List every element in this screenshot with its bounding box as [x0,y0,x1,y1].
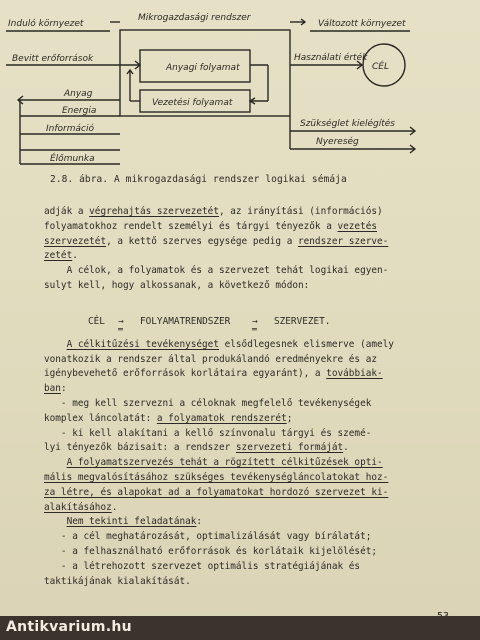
watermark-text: Antikvarium.hu [6,619,132,635]
formula-eq-2: ═ [252,325,257,334]
text-line: Nem tekinti feladatának: [66,516,203,528]
system-diagram [0,0,480,175]
text-line: A célkitűzési tevékenységet elsődlegesnek elismerve (amely [66,338,394,350]
left-output-3: Élőmunka [50,154,95,164]
text-line: lyi tényezők bázisait: a rendszer szervezeti formáját. [44,442,349,454]
left-header: Induló környezet [8,19,84,29]
figure-caption: 2.8. ábra. A mikrogazdasági rendszer logikai sémája [50,174,347,185]
logical-formula [60,312,400,340]
right-output-0: Szükséglet kielégítés [300,119,395,129]
text-line: A folyamatszervezés tehát a rögzített célkitűzések opti- [66,457,383,469]
left-output-1: Energia [62,106,97,116]
center-header: Mikrogazdasági rendszer [138,13,251,23]
text-line: taktikájának kialakítását. [44,575,191,587]
text-line: A célok, a folyamatok és a szervezet tehát logikai egyen- [44,265,389,277]
body-text [44,205,464,589]
formula-eq-1: ═ [118,325,123,334]
goal-label: CÉL [372,62,389,72]
formula-folyamatrendszer: FOLYAMATRENDSZER [140,316,231,327]
right-output-1: Nyereség [316,137,359,147]
formula-szervezet: SZERVEZET. [274,316,331,327]
text-line: - meg kell szervezni a céloknak megfelelő tevékenységek [44,397,372,409]
watermark-bar [0,616,480,640]
text-line: mális megvalósításához szükséges tevékenységláncolatokat hoz- [44,471,389,483]
text-line: szervezetét, a kettő szerves egysége pedig a rendszer szerve- [44,235,389,247]
formula-arrow-2: → [252,316,258,327]
text-line: vonatkozik a rendszer által produkálandó eredményekre és az [44,353,378,365]
output-label: Használati érték [294,53,368,63]
formula-arrow-1: → [118,316,124,327]
text-line: sulyt kell, hogy alkossanak, a következő módon: [44,279,310,291]
process-box-label: Anyagi folyamat [166,63,240,73]
text-line: - a cél meghatározását, optimalizálását vagy bírálatát; [44,531,372,543]
text-line: alakításához. [44,501,118,513]
input-label: Bevitt erőforrások [12,54,94,64]
left-output-2: Információ [46,124,94,134]
right-header: Változott környezet [318,19,406,29]
text-line: za létre, és alapokat ad a folyamatokat hordozó szervezet ki- [44,486,389,498]
control-box-label: Vezetési folyamat [152,98,233,108]
text-line: zetét. [44,250,78,262]
text-line: igénybevehető erőforrások korlátaira egyaránt), a továbbiak- [44,368,383,380]
formula-cel: CÉL [88,316,105,327]
text-line: komplex láncolatát: a folyamatok rendszerét; [44,412,293,424]
text-line: - ki kell alakítani a kellő színvonalu tárgyi és szemé- [44,427,372,439]
text-line: ban: [44,383,67,395]
text-line: - a létrehozott szervezet optimális stratégiájának és [44,560,361,572]
text-line: folyamatokhoz rendelt személyi és tárgyi tényezők a vezetés [44,220,378,232]
left-output-0: Anyag [64,89,93,99]
text-line: - a felhasználható erőforrások és korlátaik kijelölését; [44,545,378,557]
text-line: adják a végrehajtás szervezetét, az irányítási (információs) [44,206,383,217]
